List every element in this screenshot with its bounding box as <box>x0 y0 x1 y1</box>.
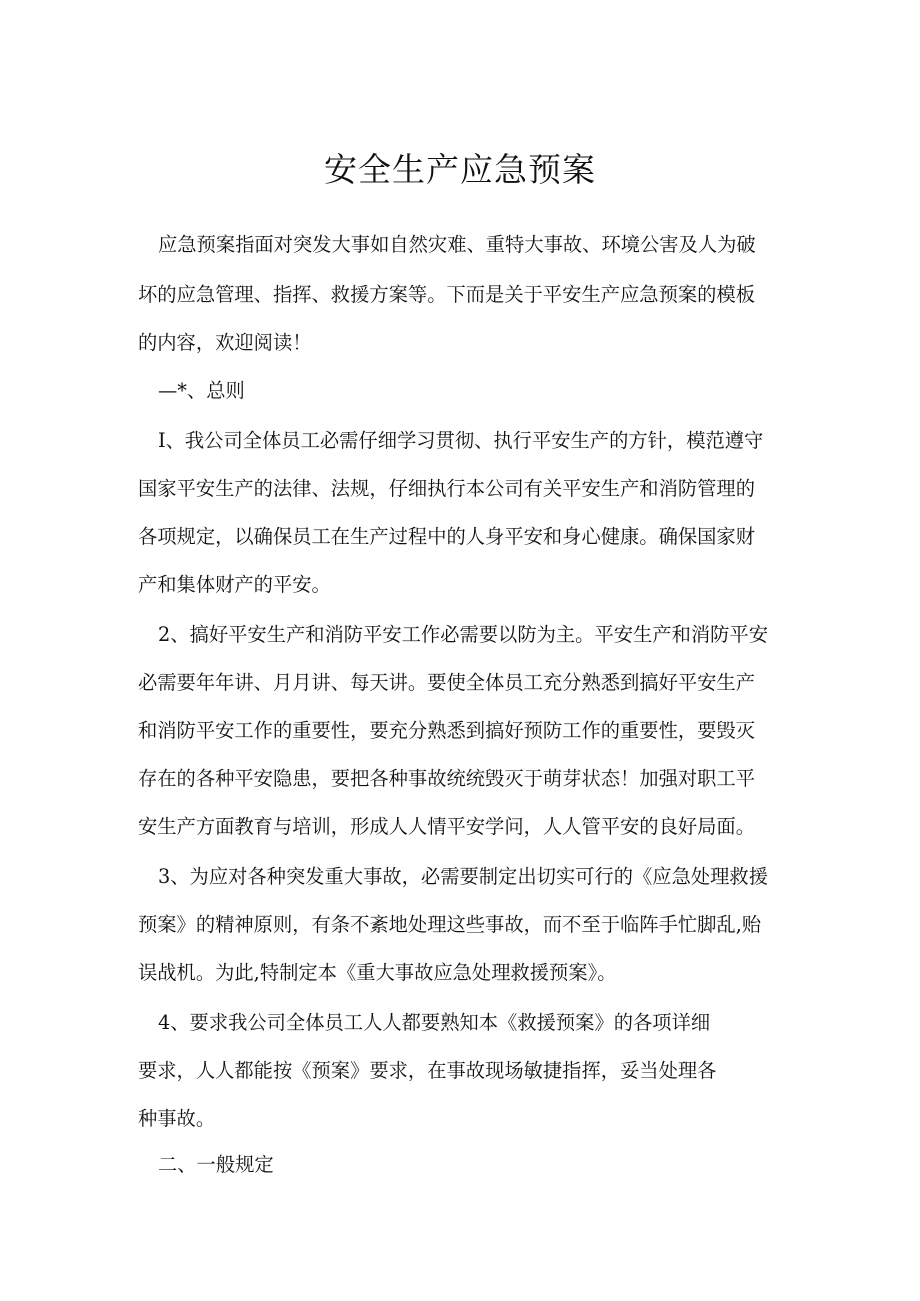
intro-line-2: 坏的应急管理、指挥、救援方案等。下而是关于平安生产应急预案的模板 <box>138 283 755 306</box>
item-2-line-2: 必需要年年讲、月月讲、每天讲。要使全体员工充分熟悉到搞好平安生产 <box>138 671 755 694</box>
item-1-line-3: 各项规定，以确保员工在生产过程中的人身平安和身心健康。确保国家财 <box>138 525 755 548</box>
item-2-line-4: 存在的各种平安隐患，要把各种事故统统毁灭于萌芽状态！加强对职工平 <box>138 767 755 790</box>
item-4-line-3: 种事故。 <box>138 1107 216 1130</box>
section-heading-general: —*、总则 <box>158 379 245 402</box>
item-3-line-3: 误战机。为此,特制定本《重大事故应急处理救援预案》。 <box>138 961 617 984</box>
item-2-line-3: 和消防平安工作的重要性，要充分熟悉到搞好预防工作的重要性，要毁灭 <box>138 719 755 742</box>
item-3-line-1: 3、为应对各种突发重大事故，必需要制定出切实可行的《应急处理救援 <box>158 865 768 888</box>
item-1-line-2: 国家平安生产的法律、法规，仔细执行本公司有关平安生产和消防管理的 <box>138 477 755 500</box>
item-4-line-2: 要求，人人都能按《预案》要求，在事故现场敏捷指挥，妥当处理各 <box>138 1059 717 1082</box>
item-4-line-1: 4、要求我公司全体员工人人都要熟知本《救援预案》的各项详细 <box>158 1011 711 1034</box>
section-heading-general-rules: 二、一般规定 <box>158 1153 274 1176</box>
item-1-line-4: 产和集体财产的平安。 <box>138 573 331 596</box>
intro-line-1: 应急预案指面对突发大事如自然灾难、重特大事故、环境公害及人为破 <box>158 233 756 256</box>
intro-line-3: 的内容，欢迎阅读！ <box>138 331 312 354</box>
item-3-line-2: 预案》的精神原则，有条不紊地处理这些事故，而不至于临阵手忙脚乱,贻 <box>138 913 762 936</box>
document-title: 安全生产应急预案 <box>324 150 596 189</box>
item-2-line-1: 2、搞好平安生产和消防平安工作必需要以防为主。平安生产和消防平安 <box>158 623 768 646</box>
item-1-line-1: I、我公司全体员工必需仔细学习贯彻、执行平安生产的方针，模范遵守 <box>158 429 764 452</box>
item-2-line-5: 安生产方面教育与培训，形成人人情平安学问，人人管平安的良好局面。 <box>138 815 755 838</box>
